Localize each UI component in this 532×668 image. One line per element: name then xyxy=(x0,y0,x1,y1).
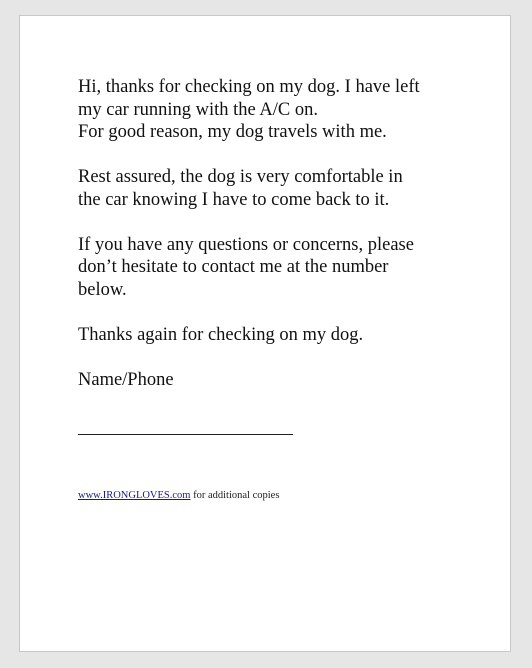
text-line: don’t hesitate to contact me at the number xyxy=(78,257,389,277)
footer-note xyxy=(78,490,279,501)
text-line: Hi, thanks for checking on my dog. I have left xyxy=(78,77,420,97)
letter-body xyxy=(78,76,478,414)
document-page xyxy=(19,15,511,652)
text-line: Rest assured, the dog is very comfortable in xyxy=(78,167,403,187)
paragraph-thanks xyxy=(78,324,478,347)
text-line: my car running with the A/C on. xyxy=(78,99,318,120)
text-line: the car knowing I have to come back to it. xyxy=(78,189,390,210)
signature-line xyxy=(78,434,293,435)
footer-suffix: for additional copies xyxy=(190,490,280,501)
paragraph-contact xyxy=(78,234,478,302)
text-line: If you have any questions or concerns, please xyxy=(78,234,414,255)
paragraph-reassurance xyxy=(78,166,478,211)
name-phone-label xyxy=(78,369,478,392)
website-link[interactable]: www.IRONGLOVES.com xyxy=(78,490,191,501)
text-line: below. xyxy=(78,279,127,300)
text-line: For good reason, my dog travels with me. xyxy=(78,122,387,142)
text-line: Thanks again for checking on my dog. xyxy=(78,324,364,345)
text-line: Name/Phone xyxy=(78,369,174,390)
paragraph-greeting xyxy=(78,76,478,144)
